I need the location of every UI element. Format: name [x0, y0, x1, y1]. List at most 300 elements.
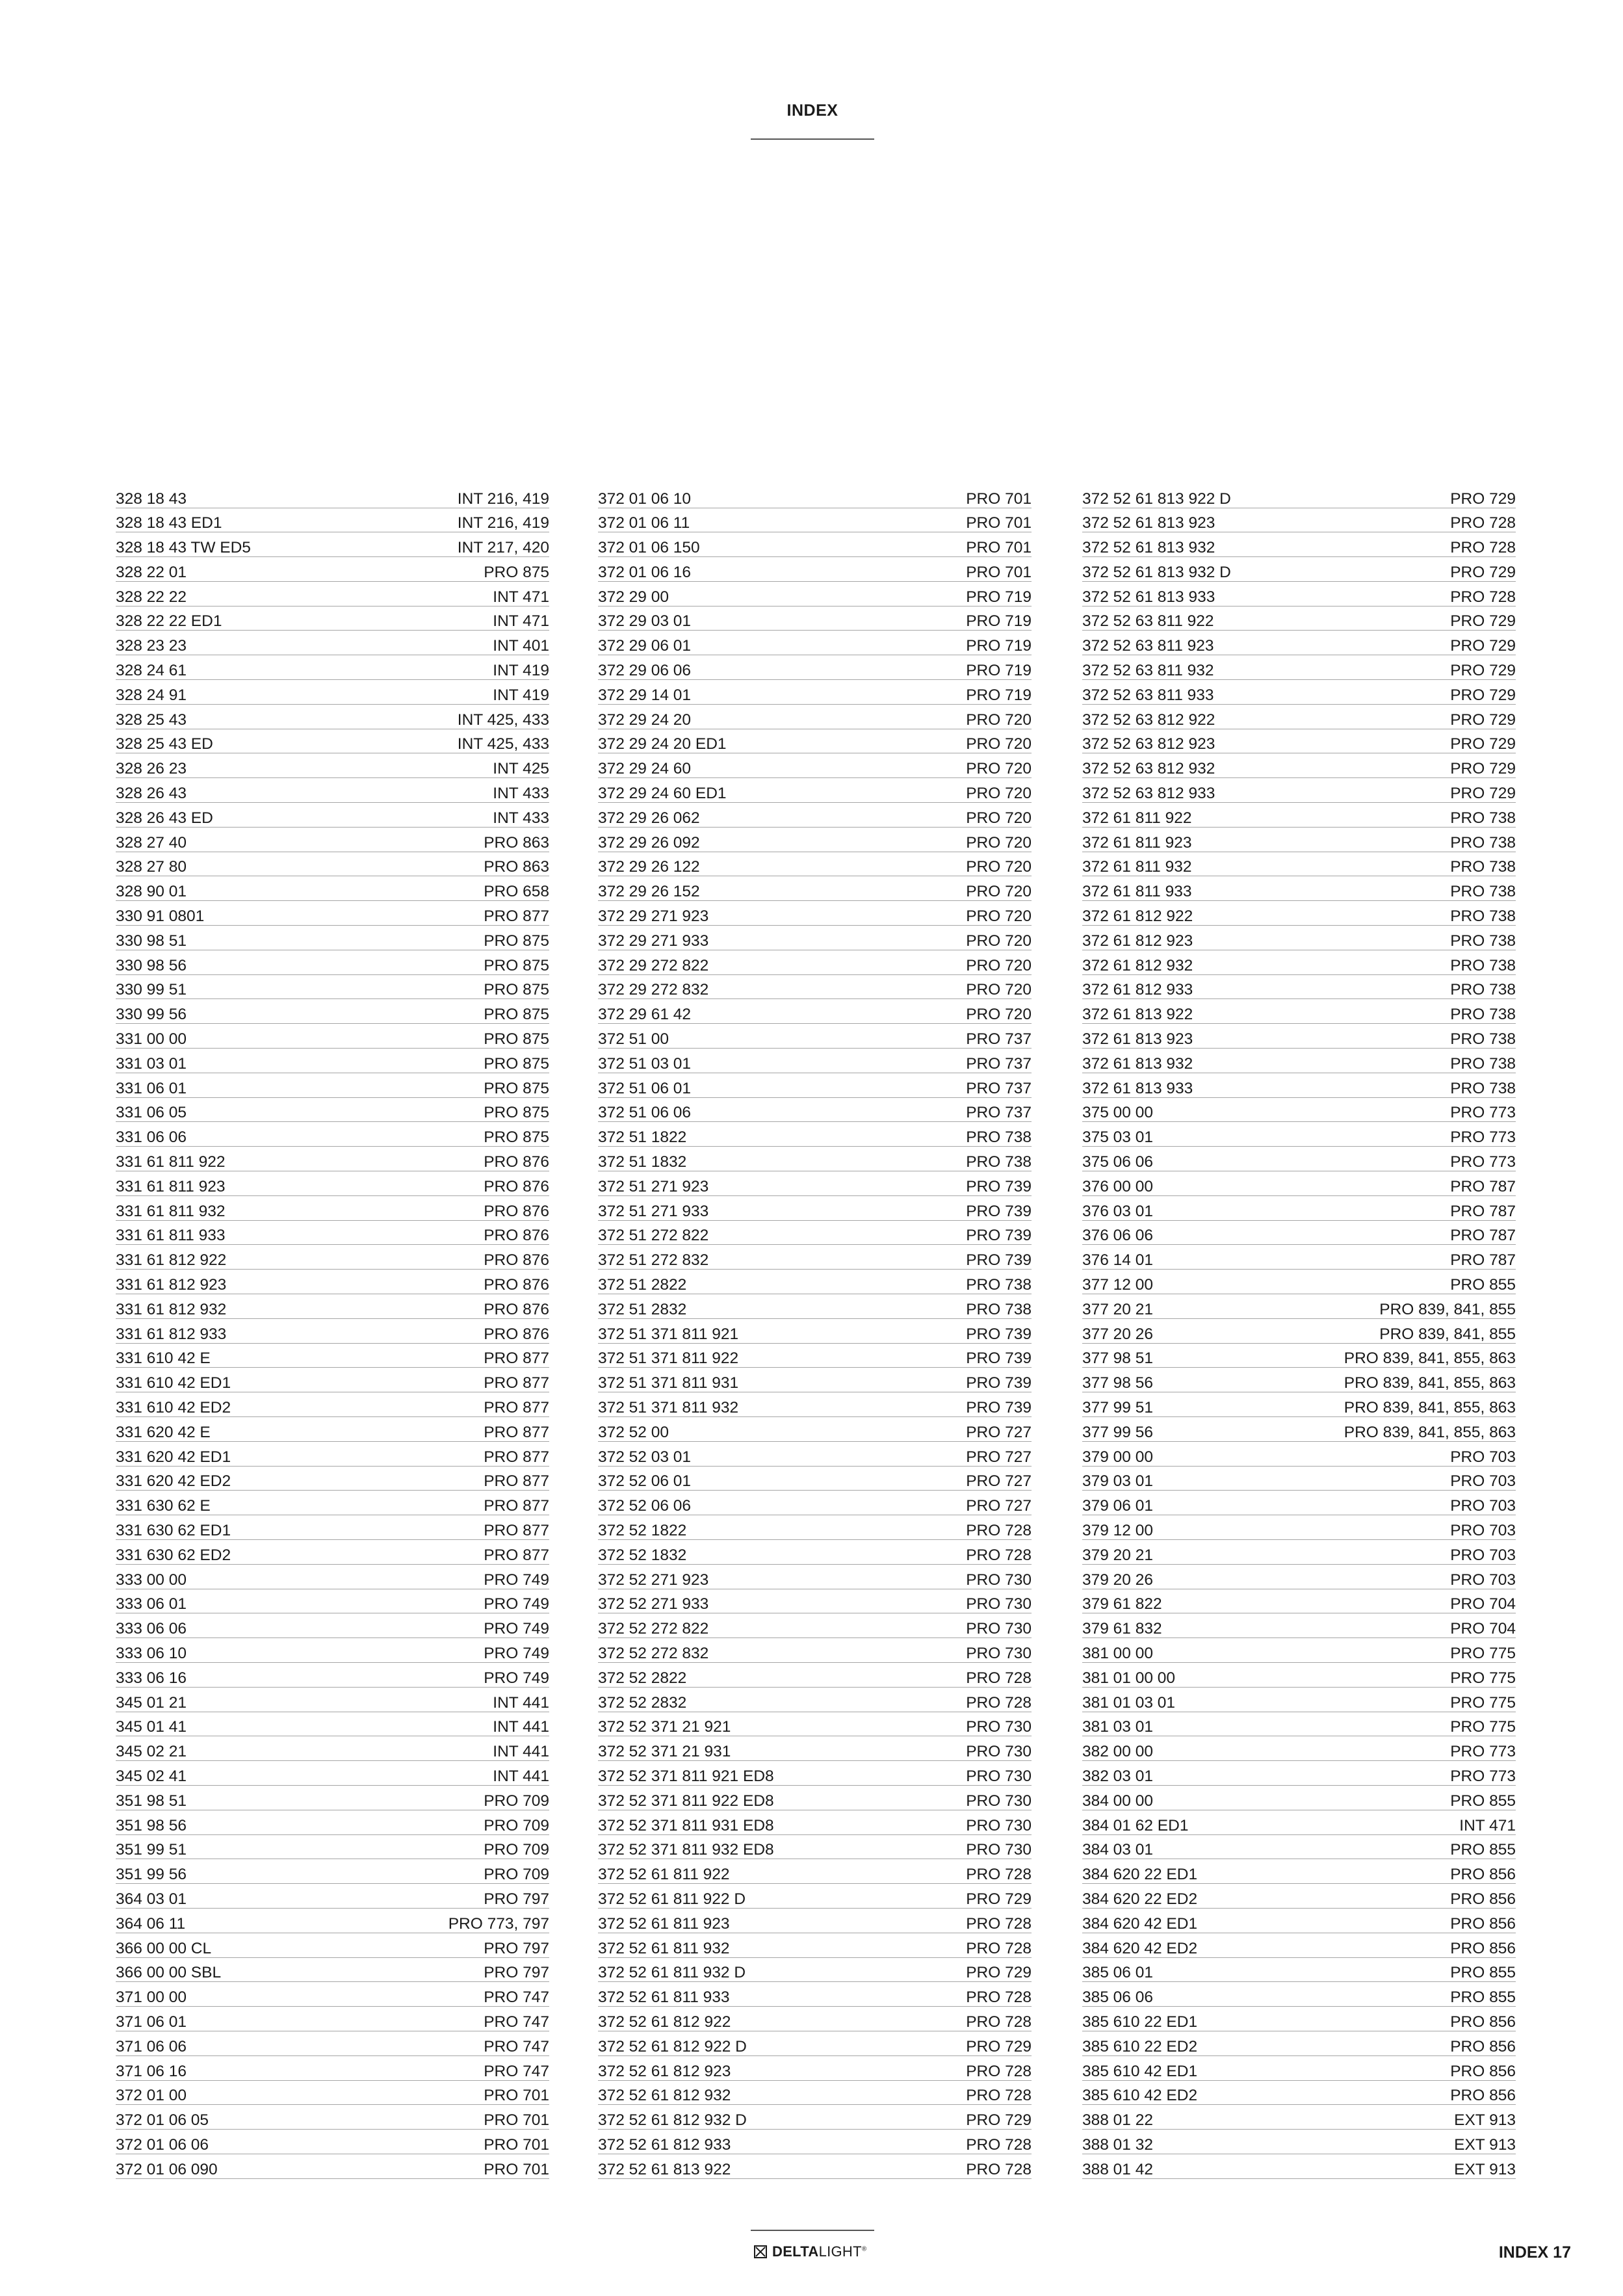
page-reference: PRO 704 [1450, 1595, 1516, 1613]
page-reference: INT 425, 433 [457, 711, 549, 729]
article-code: 377 99 51 [1082, 1398, 1153, 1416]
page-reference: PRO 839, 841, 855, 863 [1344, 1350, 1516, 1368]
page-reference: PRO 856 [1450, 2062, 1516, 2080]
index-row [1082, 755, 1516, 779]
article-code: 372 51 1832 [598, 1153, 687, 1171]
index-row [116, 1811, 549, 1835]
article-code: 372 61 812 933 [1082, 981, 1193, 999]
page-reference: PRO 720 [966, 981, 1032, 999]
article-code: 372 52 61 811 932 D [598, 1964, 746, 1982]
page-reference: PRO 738 [1450, 932, 1516, 950]
index-column-3 [1082, 484, 1516, 2180]
index-row [598, 484, 1032, 508]
article-code: 372 61 811 923 [1082, 833, 1192, 852]
article-code: 351 98 56 [116, 1816, 187, 1834]
page-reference: PRO 787 [1450, 1177, 1516, 1195]
article-code: 372 29 24 20 ED1 [598, 735, 727, 753]
page-reference: PRO 727 [966, 1423, 1032, 1441]
page-reference: PRO 729 [1450, 662, 1516, 680]
index-row [1082, 2106, 1516, 2130]
index-row [1082, 1418, 1516, 1442]
article-code: 372 29 61 42 [598, 1006, 692, 1024]
index-row [1082, 926, 1516, 950]
index-row [1082, 1271, 1516, 1295]
page-reference: PRO 720 [966, 956, 1032, 974]
index-row [1082, 1860, 1516, 1885]
page-reference: PRO 877 [484, 1350, 549, 1368]
article-code: 331 06 05 [116, 1104, 187, 1122]
page-reference: PRO 728 [1450, 588, 1516, 606]
page-reference: PRO 787 [1450, 1251, 1516, 1270]
index-row [1082, 657, 1516, 681]
article-code: 376 00 00 [1082, 1177, 1153, 1195]
index-row [1082, 1442, 1516, 1467]
index-row [116, 2032, 549, 2056]
page-reference: INT 433 [493, 809, 549, 827]
article-code: 331 630 62 E [116, 1497, 211, 1515]
index-row [116, 1860, 549, 1885]
index-row [598, 1123, 1032, 1147]
index-row [598, 2032, 1032, 2056]
article-code: 372 52 61 813 932 D [1082, 563, 1231, 581]
index-row [116, 803, 549, 828]
article-code: 372 52 61 811 933 [598, 1989, 730, 2007]
index-row [1082, 1344, 1516, 1368]
index-row [1082, 1393, 1516, 1417]
article-code: 372 52 61 811 922 D [598, 1890, 746, 1908]
article-code: 331 620 42 E [116, 1423, 211, 1441]
page-reference: PRO 701 [484, 2160, 549, 2178]
article-code: 372 52 61 813 923 [1082, 514, 1215, 532]
article-code: 331 06 01 [116, 1079, 187, 1097]
page-reference: PRO 738 [1450, 1079, 1516, 1097]
page-reference: PRO 739 [966, 1202, 1032, 1220]
page-reference: PRO 738 [1450, 833, 1516, 852]
index-row [598, 1713, 1032, 1737]
header-divider [751, 138, 874, 140]
index-row [598, 1909, 1032, 1933]
page-reference: PRO 720 [966, 883, 1032, 901]
page-reference: PRO 775 [1450, 1718, 1516, 1736]
index-row [598, 1418, 1032, 1442]
page-reference: PRO 729 [966, 1964, 1032, 1982]
page-reference: PRO 839, 841, 855, 863 [1344, 1398, 1516, 1416]
index-row [1082, 705, 1516, 729]
index-row [598, 2106, 1032, 2130]
page-reference: PRO 728 [966, 1546, 1032, 1564]
index-row [598, 1344, 1032, 1368]
index-row [598, 1074, 1032, 1098]
article-code: 372 61 812 932 [1082, 956, 1193, 974]
page-reference: PRO 775 [1450, 1693, 1516, 1712]
page-reference: PRO 876 [484, 1276, 549, 1294]
page-reference: PRO 738 [966, 1276, 1032, 1294]
index-row [598, 1934, 1032, 1958]
index-row [1082, 681, 1516, 705]
index-row [598, 755, 1032, 779]
index-row [116, 1663, 549, 1688]
article-code: 331 61 811 923 [116, 1177, 226, 1195]
index-row [1082, 1467, 1516, 1491]
index-row [598, 1295, 1032, 1319]
index-row [116, 1049, 549, 1073]
page-reference: PRO 737 [966, 1054, 1032, 1073]
article-code: 372 61 813 923 [1082, 1030, 1193, 1049]
article-code: 330 99 56 [116, 1006, 187, 1024]
index-row [116, 1148, 549, 1172]
page-reference: PRO 773 [1450, 1104, 1516, 1122]
page-reference: INT 471 [493, 588, 549, 606]
article-code: 372 52 272 822 [598, 1620, 709, 1638]
article-code: 375 00 00 [1082, 1104, 1153, 1122]
page-reference: PRO 787 [1450, 1227, 1516, 1245]
index-row [598, 1369, 1032, 1393]
index-row [1082, 1074, 1516, 1098]
article-code: 328 22 01 [116, 563, 187, 581]
article-code: 328 24 91 [116, 686, 187, 704]
article-code: 351 99 51 [116, 1841, 187, 1859]
index-row [116, 976, 549, 1000]
index-row [598, 2081, 1032, 2106]
page-reference: PRO 728 [966, 1939, 1032, 1957]
article-code: 372 29 03 01 [598, 612, 692, 631]
article-code: 371 06 16 [116, 2062, 187, 2080]
article-code: 379 12 00 [1082, 1521, 1153, 1539]
article-code: 372 52 1832 [598, 1546, 687, 1564]
page-reference: PRO 749 [484, 1571, 549, 1589]
page-reference: PRO 738 [1450, 809, 1516, 827]
index-row [598, 1786, 1032, 1810]
page-reference: PRO 877 [484, 1374, 549, 1392]
page-reference: PRO 728 [966, 1989, 1032, 2007]
index-row [1082, 730, 1516, 754]
article-code: 372 61 812 923 [1082, 932, 1193, 950]
page-reference: INT 441 [493, 1767, 549, 1785]
page-reference: PRO 738 [1450, 1030, 1516, 1049]
page-reference: INT 471 [1459, 1816, 1516, 1834]
index-row [598, 509, 1032, 533]
article-code: 372 61 811 933 [1082, 883, 1192, 901]
index-row [116, 632, 549, 656]
article-code: 372 52 2832 [598, 1693, 687, 1712]
index-row [1082, 582, 1516, 607]
page-reference: PRO 728 [966, 1669, 1032, 1687]
article-code: 372 51 371 811 932 [598, 1398, 739, 1416]
article-code: 372 52 271 933 [598, 1595, 709, 1613]
page-reference: PRO 877 [484, 1398, 549, 1416]
page-reference: INT 441 [493, 1718, 549, 1736]
article-code: 366 00 00 CL [116, 1939, 212, 1957]
index-row [116, 558, 549, 582]
page-reference: PRO 730 [966, 1816, 1032, 1834]
page-reference: PRO 775 [1450, 1669, 1516, 1687]
index-row [116, 484, 549, 508]
page-reference: PRO 739 [966, 1374, 1032, 1392]
index-row [598, 1811, 1032, 1835]
index-row [1082, 1762, 1516, 1786]
article-code: 328 18 43 [116, 489, 187, 508]
page-reference: INT 216, 419 [457, 514, 549, 532]
page-reference: PRO 728 [966, 2013, 1032, 2031]
article-code: 372 61 813 933 [1082, 1079, 1193, 1097]
page-reference: INT 441 [493, 1743, 549, 1761]
article-code: 372 52 61 813 922 [598, 2160, 731, 2178]
page-reference: PRO 704 [1450, 1620, 1516, 1638]
page-reference: PRO 703 [1450, 1497, 1516, 1515]
page-reference: PRO 729 [1450, 489, 1516, 508]
article-code: 385 610 22 ED2 [1082, 2037, 1198, 2055]
article-code: 328 25 43 ED [116, 735, 213, 753]
page-reference: PRO 875 [484, 1030, 549, 1049]
page-reference: PRO 709 [484, 1816, 549, 1834]
page-reference: PRO 701 [484, 2135, 549, 2154]
article-code: 372 01 06 11 [598, 514, 690, 532]
article-code: 372 52 00 [598, 1423, 669, 1441]
index-row [1082, 1836, 1516, 1860]
index-row [116, 1369, 549, 1393]
page-reference: PRO 839, 841, 855, 863 [1344, 1423, 1516, 1441]
index-row [1082, 1786, 1516, 1810]
index-row [116, 1885, 549, 1909]
article-code: 377 98 51 [1082, 1350, 1153, 1368]
article-code: 328 22 22 ED1 [116, 612, 222, 631]
article-code: 372 29 24 20 [598, 711, 692, 729]
page-reference: PRO 773 [1450, 1153, 1516, 1171]
page-reference: PRO 877 [484, 1448, 549, 1466]
index-row [1082, 1516, 1516, 1540]
page-reference: PRO 797 [484, 1964, 549, 1982]
article-code: 372 52 61 812 932 [598, 2087, 731, 2105]
article-code: 331 00 00 [116, 1030, 187, 1049]
article-code: 331 61 811 932 [116, 1202, 226, 1220]
article-code: 372 52 63 811 932 [1082, 662, 1214, 680]
article-code: 372 01 00 [116, 2087, 187, 2105]
page-reference: PRO 701 [484, 2111, 549, 2130]
index-row [116, 902, 549, 926]
article-code: 328 24 61 [116, 662, 187, 680]
index-row [1082, 2081, 1516, 2106]
page-reference: PRO 773 [1450, 1128, 1516, 1147]
article-code: 372 51 06 06 [598, 1104, 692, 1122]
index-row [116, 1959, 549, 1983]
page-reference: PRO 839, 841, 855 [1379, 1300, 1516, 1318]
index-row [598, 2130, 1032, 2154]
article-code: 384 03 01 [1082, 1841, 1153, 1859]
index-row [598, 1590, 1032, 1614]
page-reference: PRO 720 [966, 760, 1032, 778]
article-code: 377 20 26 [1082, 1325, 1153, 1343]
article-code: 372 51 271 923 [598, 1177, 709, 1195]
page-reference: PRO 739 [966, 1251, 1032, 1270]
article-code: 333 00 00 [116, 1571, 187, 1589]
article-code: 331 03 01 [116, 1054, 187, 1073]
article-code: 372 01 06 16 [598, 563, 692, 581]
article-code: 377 20 21 [1082, 1300, 1153, 1318]
page-reference: PRO 856 [1450, 2013, 1516, 2031]
page-reference: PRO 738 [966, 1153, 1032, 1171]
index-row [598, 1148, 1032, 1172]
article-code: 372 52 61 812 932 D [598, 2111, 747, 2130]
index-row [1082, 828, 1516, 852]
article-code: 330 91 0801 [116, 907, 205, 926]
page-reference: PRO 720 [966, 785, 1032, 803]
page-reference: PRO 738 [966, 1300, 1032, 1318]
page-reference: PRO 747 [484, 2013, 549, 2031]
article-code: 377 98 56 [1082, 1374, 1153, 1392]
index-row [1082, 1221, 1516, 1246]
index-row [116, 1786, 549, 1810]
index-row [1082, 1541, 1516, 1565]
index-row [598, 1393, 1032, 1417]
page-reference: PRO 856 [1450, 1890, 1516, 1908]
index-row [598, 705, 1032, 729]
index-row [598, 1049, 1032, 1073]
article-code: 372 52 61 811 922 [598, 1866, 730, 1884]
index-row [116, 1909, 549, 1933]
page-reference: PRO 728 [1450, 539, 1516, 557]
page-reference: PRO 747 [484, 2037, 549, 2055]
article-code: 382 03 01 [1082, 1767, 1153, 1785]
page-reference: PRO 737 [966, 1104, 1032, 1122]
article-code: 388 01 22 [1082, 2111, 1153, 2130]
article-code: 381 01 00 00 [1082, 1669, 1176, 1687]
article-code: 331 610 42 E [116, 1350, 211, 1368]
index-row [598, 1492, 1032, 1516]
page-reference: PRO 877 [484, 1497, 549, 1515]
page-reference: PRO 875 [484, 1128, 549, 1147]
article-code: 372 01 06 06 [116, 2135, 209, 2154]
article-code: 328 26 43 ED [116, 809, 213, 827]
article-code: 331 620 42 ED2 [116, 1472, 231, 1491]
article-code: 372 29 272 822 [598, 956, 709, 974]
page-reference: INT 441 [493, 1693, 549, 1712]
index-row [116, 1344, 549, 1368]
index-row [1082, 1123, 1516, 1147]
page-reference: PRO 773 [1450, 1767, 1516, 1785]
index-row [1082, 1738, 1516, 1762]
index-row [116, 1246, 549, 1270]
article-code: 384 620 42 ED1 [1082, 1914, 1198, 1933]
page-reference: PRO 730 [966, 1792, 1032, 1810]
index-row [116, 1025, 549, 1049]
page-reference: PRO 728 [966, 2087, 1032, 2105]
index-row [116, 2155, 549, 2179]
article-code: 372 01 06 090 [116, 2160, 218, 2178]
index-row [598, 828, 1032, 852]
index-row [1082, 1811, 1516, 1835]
index-row [116, 2007, 549, 2031]
page-reference: PRO 863 [484, 833, 549, 852]
article-code: 376 14 01 [1082, 1251, 1153, 1270]
article-code: 372 52 61 813 932 [1082, 539, 1215, 557]
index-row [1082, 607, 1516, 631]
page-reference: PRO 703 [1450, 1448, 1516, 1466]
article-code: 372 51 1822 [598, 1128, 687, 1147]
article-code: 328 25 43 [116, 711, 187, 729]
article-code: 384 620 22 ED1 [1082, 1866, 1198, 1884]
index-row [1082, 2032, 1516, 2056]
page-reference: PRO 730 [966, 1743, 1032, 1761]
page-reference: PRO 730 [966, 1718, 1032, 1736]
article-code: 372 01 06 150 [598, 539, 700, 557]
index-row [116, 1271, 549, 1295]
page-reference: PRO 739 [966, 1350, 1032, 1368]
page-reference: PRO 730 [966, 1767, 1032, 1785]
page-reference: PRO 877 [484, 907, 549, 926]
page-reference: PRO 738 [1450, 981, 1516, 999]
article-code: 375 03 01 [1082, 1128, 1153, 1147]
index-row [116, 1295, 549, 1319]
page-reference: PRO 701 [966, 489, 1032, 508]
index-row [116, 534, 549, 558]
article-code: 331 61 811 922 [116, 1153, 226, 1171]
page-reference: PRO 749 [484, 1669, 549, 1687]
article-code: 366 00 00 SBL [116, 1964, 222, 1982]
page-reference: PRO 876 [484, 1202, 549, 1220]
article-code: 372 29 06 06 [598, 662, 692, 680]
index-row [116, 1934, 549, 1958]
index-row [1082, 632, 1516, 656]
article-code: 331 61 811 933 [116, 1227, 226, 1245]
article-code: 372 61 813 922 [1082, 1006, 1193, 1024]
index-row [116, 1418, 549, 1442]
index-row [1082, 1099, 1516, 1123]
page-reference: PRO 876 [484, 1153, 549, 1171]
article-code: 333 06 01 [116, 1595, 187, 1613]
index-row [116, 1000, 549, 1024]
page-reference: PRO 719 [966, 588, 1032, 606]
page-reference: PRO 729 [966, 2037, 1032, 2055]
article-code: 385 06 01 [1082, 1964, 1153, 1982]
article-code: 385 610 42 ED1 [1082, 2062, 1198, 2080]
article-code: 372 29 00 [598, 588, 669, 606]
page-reference: PRO 773, 797 [448, 1914, 549, 1933]
page-reference: PRO 720 [966, 809, 1032, 827]
index-row [116, 1983, 549, 2007]
article-code: 372 52 272 832 [598, 1644, 709, 1662]
article-code: 333 06 16 [116, 1669, 187, 1687]
article-code: 333 06 06 [116, 1620, 187, 1638]
index-row [116, 755, 549, 779]
article-code: 371 06 06 [116, 2037, 187, 2055]
page-reference: PRO 720 [966, 735, 1032, 753]
page-reference: PRO 730 [966, 1595, 1032, 1613]
index-row [598, 534, 1032, 558]
index-row [598, 803, 1032, 828]
index-row [598, 902, 1032, 926]
article-code: 372 29 271 933 [598, 932, 709, 950]
article-code: 372 51 2822 [598, 1276, 687, 1294]
page-reference: PRO 709 [484, 1792, 549, 1810]
page-reference: PRO 797 [484, 1939, 549, 1957]
index-row [598, 1738, 1032, 1762]
page-reference: PRO 877 [484, 1546, 549, 1564]
article-code: 372 52 371 21 931 [598, 1743, 731, 1761]
index-row [598, 1099, 1032, 1123]
index-row [598, 878, 1032, 902]
index-row [1082, 509, 1516, 533]
page-number: INDEX 17 [1498, 2243, 1571, 2262]
article-code: 372 52 03 01 [598, 1448, 692, 1466]
page-reference: PRO 739 [966, 1325, 1032, 1343]
index-row [1082, 1688, 1516, 1712]
index-row [598, 1541, 1032, 1565]
article-code: 379 20 26 [1082, 1571, 1153, 1589]
article-code: 384 620 42 ED2 [1082, 1939, 1198, 1957]
page-reference: PRO 875 [484, 956, 549, 974]
article-code: 372 52 61 811 932 [598, 1939, 730, 1957]
page-reference: PRO 720 [966, 711, 1032, 729]
